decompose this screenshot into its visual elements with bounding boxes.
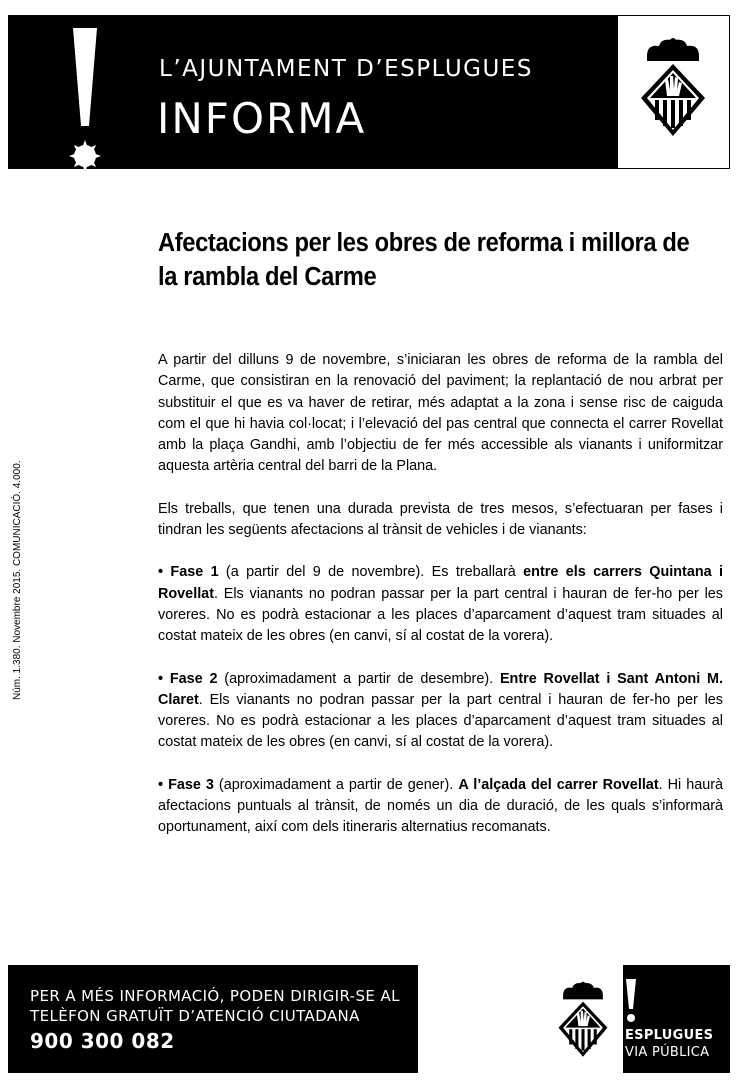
phase-name: Fase 2 — [169, 670, 218, 687]
header-title-line1: L’AJUNTAMENT D’ESPLUGUES — [159, 56, 533, 82]
exclamation-icon — [67, 28, 107, 170]
article-intro: A partir del dilluns 9 de novembre, s’iniciaran les obres de reforma de la rambla del Carme, que consistiran en la renovació del paviment; la replantació de nou arbrat per substituir el que es va haver de retirar, més adaptat a la zona i sense risc de caiguda com el que hi havia col·locat; i l’elevació del pas central que connecta el carrer Rovellat amb la plaça Gandhi, amb l’objectiu de fer més accessible als vianants i uniformitzar aquesta artèria central del barri de la Plana. — [158, 352, 723, 475]
coat-of-arms-icon — [639, 38, 707, 138]
coat-of-arms-icon — [557, 981, 609, 1059]
footer-logo-subtitle: VIA PÚBLICA — [625, 1045, 710, 1060]
phase-details: . Els vianants no podran passar per la part central i hauran de fer-ho per les voreres. No es podrà estacionar a les places d’aparcament d’aquest tram situades al costat mateix de les obres (en canvi, sí al costat de la vorera). — [158, 585, 723, 645]
footer-logo-name: ESPLUGUES — [625, 1028, 714, 1043]
phase-item — [158, 562, 723, 647]
footer-phone-number: 900 300 082 — [30, 1029, 175, 1053]
crest-panel — [618, 16, 729, 168]
phase-item — [158, 775, 723, 839]
article-paragraph: Els treballs, que tenen una durada prevista de tres mesos, s’efectuaran per fases i tindran les següents afectacions al trànsit de vehicles i de vianants: — [158, 500, 723, 539]
phase-where: A l’alçada del carrer Rovellat — [458, 776, 659, 793]
article-body — [158, 350, 723, 860]
phase-bullet: • — [158, 776, 169, 793]
phase-when: (aproximadament a partir de desembre). — [217, 670, 500, 687]
phase-item — [158, 669, 723, 754]
footer-logo — [543, 965, 730, 1073]
footer-info-line2: TELÈFON GRATUÏT D’ATENCIÓ CIUTADANA — [30, 1007, 360, 1025]
phase-where: entre els carrers Quintana i Rovellat — [158, 564, 723, 602]
phase-details: . Hi haurà afectacions puntuals al trànsit, de només un dia de duració, de les quals s’informarà oportunament, així com dels itineraris alternatius recomanats. — [158, 776, 724, 836]
phase-bullet: • — [158, 564, 171, 581]
article-title: Afectacions per les obres de reforma i millora de la rambla del Carme — [158, 229, 690, 291]
phase-name: Fase 1 — [170, 564, 219, 581]
header-title-line2: INFORMA — [157, 94, 367, 143]
publication-note: Núm. 1.380. Novembre 2015. COMUNICACIÓ. 4.000. — [12, 460, 23, 700]
exclamation-icon — [625, 979, 637, 1023]
footer-crest-panel — [543, 965, 623, 1073]
phase-when: (aproximadament a partir de gener). — [213, 776, 459, 793]
phase-details: . Els vianants no podran passar per la part central i hauran de fer-ho per les voreres. No es podrà estacionar a les places d’aparcament d’aquest tram situades al costat mateix de les obres (en canvi, sí al costat de la vorera). — [158, 691, 723, 751]
phase-when: (a partir del 9 de novembre). Es treballarà — [218, 564, 524, 581]
phase-name: Fase 3 — [168, 776, 214, 793]
phase-where: Entre Rovellat i Sant Antoni M. Claret — [158, 670, 723, 708]
header-banner — [8, 15, 730, 169]
phase-bullet: • — [158, 670, 170, 687]
footer-info-line1: PER A MÉS INFORMACIÓ, PODEN DIRIGIR-SE AL — [30, 987, 400, 1005]
footer-info-panel — [8, 965, 418, 1073]
